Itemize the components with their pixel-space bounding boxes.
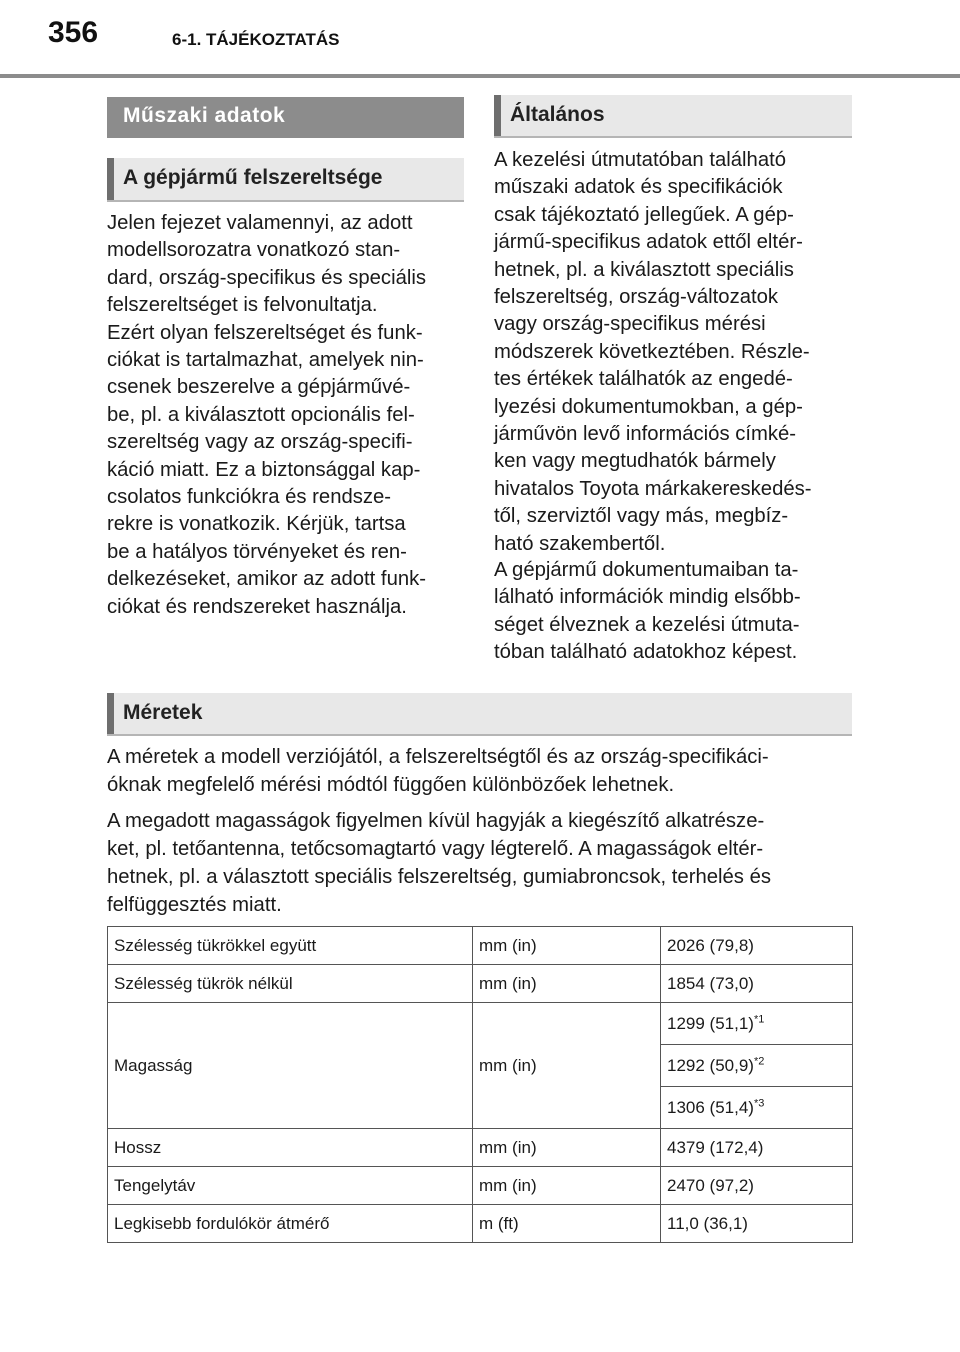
table-cell-value: 1854 (73,0) — [661, 965, 853, 1003]
subsection-title-general: Általános — [510, 103, 605, 126]
dimensions-paragraph-2 — [107, 807, 857, 919]
table-row — [108, 1167, 853, 1205]
text-line: ciókat és rendszereket használja. — [107, 595, 407, 618]
text-line: járművön levő információs címké- — [494, 423, 797, 446]
subsection-header-equipment — [107, 158, 464, 202]
text-line: dard, ország-specifikus és speciális — [107, 266, 427, 289]
text-line: lálható információk mindig elsőbb- — [494, 586, 801, 609]
text-line: felfüggesztés miatt. — [107, 894, 282, 916]
table-cell-unit: mm (in) — [473, 965, 661, 1003]
text-line: delkezéseket, amikor az adott funk- — [107, 568, 427, 591]
text-line: rekre is vonatkozik. Kérjük, tartsa — [107, 513, 406, 536]
text-line: től, szerviztől vagy más, megbíz- — [494, 505, 789, 528]
table-cell-unit: mm (in) — [473, 1003, 661, 1129]
height-value: 1306 (51,4) — [667, 1097, 754, 1117]
text-line: hivatalos Toyota márkakereskedés- — [494, 477, 812, 500]
table-cell-value — [661, 1045, 853, 1087]
text-line: szereltség vagy az ország-specifi- — [107, 431, 413, 454]
text-line: Ezért olyan felszereltséget és funk- — [107, 321, 423, 344]
text-line: A megadott magasságok figyelmen kívül hagyják a kiegészítő alkatrésze- — [107, 810, 765, 832]
text-line: hetnek, pl. a választott speciális felszereltség, gumiabroncsok, terhelés és — [107, 866, 771, 888]
text-line: be a hatályos törvényeket és ren- — [107, 540, 407, 563]
table-cell-value — [661, 1087, 853, 1129]
text-line: felszereltség, ország-változatok — [494, 286, 779, 309]
table-row — [108, 927, 853, 965]
section-banner — [107, 97, 464, 138]
dimensions-paragraph-1 — [107, 743, 857, 799]
text-line: A méretek a modell verziójától, a felszereltségtől és az ország-specifikáci- — [107, 746, 769, 768]
text-line: hetnek, pl. a kiválasztott speciális — [494, 258, 794, 281]
text-line: be, pl. a kiválasztott opcionális fel- — [107, 403, 415, 426]
subsection-header-general — [494, 95, 852, 138]
table-cell-label: Szélesség tükrökkel együtt — [108, 927, 473, 965]
text-line: A gépjármű dokumentumaiban ta- — [494, 559, 799, 581]
text-line: csolatos funkciókra és rendsze- — [107, 486, 392, 509]
table-cell-label: Szélesség tükrök nélkül — [108, 965, 473, 1003]
equipment-paragraph — [107, 210, 467, 621]
text-line: csenek beszerelve a gépjárművé- — [107, 376, 411, 399]
table-cell-label: Legkisebb fordulókör átmérő — [108, 1205, 473, 1243]
footnote-marker: *3 — [753, 1096, 765, 1109]
text-line: vagy ország-specifikus mérési — [494, 313, 766, 336]
height-value: 1292 (50,9) — [667, 1055, 754, 1075]
table-row — [108, 965, 853, 1003]
text-line: A kezelési útmutatóban található — [494, 149, 787, 171]
table-row — [108, 1003, 853, 1045]
text-line: séget élveznek a kezelési útmuta- — [494, 613, 800, 636]
page-number: 356 — [48, 16, 99, 49]
table-cell-value: 11,0 (36,1) — [661, 1205, 853, 1243]
table-cell-label: Hossz — [108, 1129, 473, 1167]
table-cell-unit: mm (in) — [473, 1129, 661, 1167]
text-line: óknak megfelelő mérési módtól függően különbözőek lehetnek. — [107, 774, 675, 796]
text-line: modellsorozatra vonatkozó stan- — [107, 239, 401, 262]
text-line: káció miatt. Ez a biztonsággal kap- — [107, 458, 421, 481]
subsection-title-dimensions: Méretek — [123, 701, 203, 724]
text-line: felszereltséget is felvonultatja. — [107, 294, 378, 317]
subsection-title-equipment: A gépjármű felszereltsége — [123, 166, 383, 189]
table-cell-unit: mm (in) — [473, 1167, 661, 1205]
table-cell-label: Magasság — [108, 1003, 473, 1129]
table-cell-value: 4379 (172,4) — [661, 1129, 853, 1167]
text-line: csak tájékoztató jellegűek. A gép- — [494, 203, 794, 226]
footnote-marker: *2 — [753, 1054, 765, 1067]
general-paragraph-2 — [494, 557, 856, 667]
table-cell-label: Tengelytáv — [108, 1167, 473, 1205]
text-line: Jelen fejezet valamennyi, az adott — [107, 212, 413, 234]
table-cell-value: 2470 (97,2) — [661, 1167, 853, 1205]
text-line: műszaki adatok és specifikációk — [494, 176, 783, 199]
text-line: tóban található adatokhoz képest. — [494, 641, 798, 664]
dimensions-table — [107, 926, 853, 1243]
text-line: ható szakembertől. — [494, 532, 666, 555]
text-line: módszerek következtében. Részle- — [494, 340, 810, 363]
table-cell-unit: m (ft) — [473, 1205, 661, 1243]
text-line: ket, pl. tetőantenna, tetőcsomagtartó vagy légterelő. A magasságok eltér- — [107, 838, 764, 860]
general-paragraph-1 — [494, 147, 856, 558]
table-row — [108, 1129, 853, 1167]
table-cell-value: 2026 (79,8) — [661, 927, 853, 965]
text-line: jármű-specifikus adatok ettől eltér- — [494, 231, 803, 254]
text-line: ciókat is tartalmazhat, amelyek nin- — [107, 349, 424, 372]
text-line: lyezési dokumentumokban, a gép- — [494, 395, 803, 418]
table-cell-value — [661, 1003, 853, 1045]
footnote-marker: *1 — [753, 1012, 765, 1025]
subsection-header-dimensions — [107, 693, 852, 736]
table-row — [108, 1205, 853, 1243]
header-divider — [0, 74, 960, 78]
height-value: 1299 (51,1) — [667, 1013, 754, 1033]
chapter-title: 6-1. TÁJÉKOZTATÁS — [172, 30, 340, 49]
text-line: tes értékek találhatók az engedé- — [494, 368, 793, 391]
text-line: ken vagy megtudhatók bármely — [494, 450, 776, 473]
section-banner-label: Műszaki adatok — [123, 104, 286, 127]
table-cell-unit: mm (in) — [473, 927, 661, 965]
